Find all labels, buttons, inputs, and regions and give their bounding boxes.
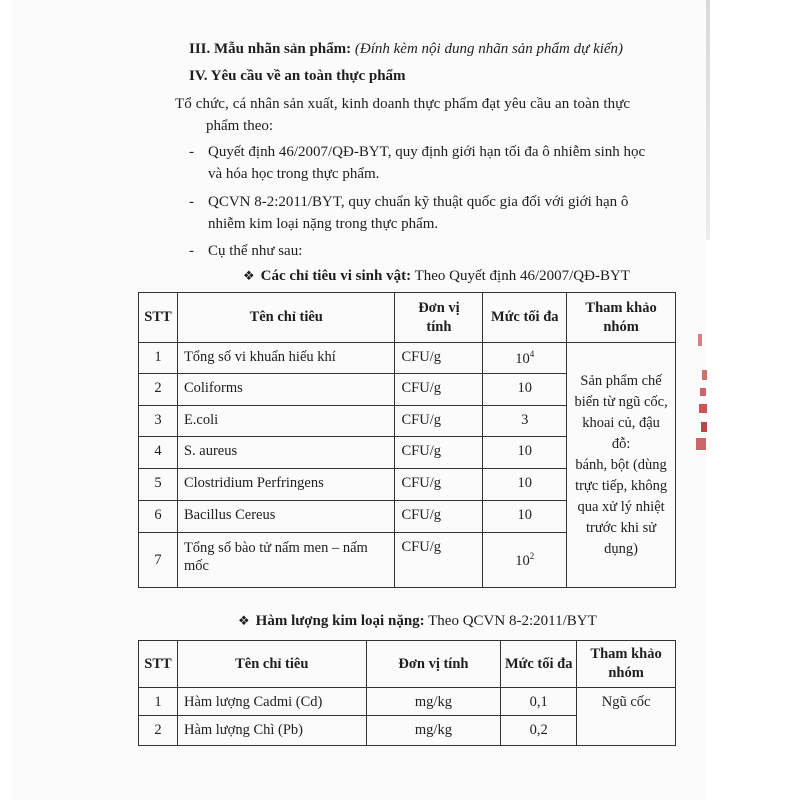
header-ref-l1: Tham khảo — [590, 646, 662, 662]
section-4-title: IV. Yêu cầu về an toàn thực phẩm — [189, 68, 406, 84]
table-row — [139, 343, 676, 374]
metal-heading-bold: Hàm lượng kim loại nặng: — [255, 613, 425, 629]
header-unit-l2: tính — [426, 318, 452, 335]
row-max: 0,1 — [501, 688, 577, 716]
row-max — [483, 343, 567, 374]
bullet-2-line-2: nhiễm kim loại nặng trong thực phẩm. — [208, 216, 439, 232]
diamond-bullet-icon: ❖ — [243, 268, 255, 283]
section-3-label: III. Mẫu nhãn sản phẩm: — [189, 41, 352, 57]
micro-heading-ref: Theo Quyết định 46/2007/QĐ-BYT — [414, 268, 630, 284]
row-unit: CFU/g — [395, 437, 483, 469]
row-name: Tổng số vi khuẩn hiếu khí — [177, 343, 395, 374]
bullet-2-line-1: QCVN 8-2:2011/BYT, quy chuẩn kỹ thuật quốc gia đối với giới hạn ô — [208, 194, 629, 210]
ref-line: trước khi sử — [586, 519, 657, 536]
table-row — [139, 688, 676, 716]
bullet-dash-2: - — [189, 194, 194, 210]
metal-heading-ref: Theo QCVN 8-2:2011/BYT — [428, 613, 597, 629]
header-unit-l1: Đơn vị — [418, 299, 460, 316]
metal-table — [138, 640, 676, 746]
max-base: 10 — [515, 350, 530, 367]
row-name: Hàm lượng Cadmi (Cd) — [177, 688, 366, 716]
row-unit: mg/kg — [366, 716, 501, 746]
row-unit: CFU/g — [395, 406, 483, 437]
header-ref-l2: nhóm — [608, 665, 644, 681]
row-stt: 7 — [139, 533, 178, 588]
header-unit — [395, 293, 483, 343]
row-unit: CFU/g — [395, 533, 483, 588]
micro-heading-bold: Các chỉ tiêu vi sinh vật: — [260, 268, 412, 284]
ref-line: trực tiếp, không — [575, 477, 668, 494]
row-max: 3 — [483, 406, 567, 437]
row-name: Bacillus Cereus — [177, 501, 395, 533]
bullet-1-line-2: và hóa học trong thực phẩm. — [208, 166, 380, 182]
row-stt: 3 — [139, 406, 178, 437]
ref-line: bánh, bột (dùng — [575, 456, 667, 473]
row-max — [483, 533, 567, 588]
row-stt: 1 — [139, 343, 178, 374]
row-stt: 1 — [139, 688, 178, 716]
row-name: Hàm lượng Chì (Pb) — [177, 716, 366, 746]
bullet-1-line-1: Quyết định 46/2007/QĐ-BYT, quy định giới hạn tối đa ô nhiễm sinh học — [208, 144, 646, 160]
header-name: Tên chỉ tiêu — [177, 293, 395, 343]
max-base: 10 — [515, 552, 530, 569]
row-name-l1: Tổng số bào tử nấm men – nấm — [183, 540, 368, 556]
bullet-dash-1: - — [189, 144, 194, 160]
metal-ref-cell: Ngũ cốc — [577, 688, 676, 746]
ref-line: dụng) — [604, 540, 638, 557]
intro-line-1: Tổ chức, cá nhân sản xuất, kinh doanh thực phẩm đạt yêu cầu an toàn thực — [175, 96, 631, 112]
row-max: 10 — [483, 437, 567, 469]
header-stt: STT — [139, 641, 178, 688]
row-name: S. aureus — [177, 437, 395, 469]
metal-table-heading — [238, 613, 597, 630]
ref-line: qua xử lý nhiệt — [577, 498, 665, 515]
header-max: Mức tối đa — [483, 293, 567, 343]
row-stt: 5 — [139, 469, 178, 501]
row-unit: CFU/g — [395, 343, 483, 374]
row-max: 10 — [483, 501, 567, 533]
row-max: 0,2 — [501, 716, 577, 746]
micro-ref-cell — [567, 343, 676, 588]
micro-table-heading — [243, 268, 630, 285]
header-ref-l2: nhóm — [603, 318, 639, 335]
micro-header-row — [139, 293, 676, 343]
header-ref-l1: Tham khảo — [585, 299, 657, 316]
section-3-title — [189, 41, 623, 58]
row-max: 10 — [483, 469, 567, 501]
row-name: E.coli — [177, 406, 395, 437]
row-unit: CFU/g — [395, 501, 483, 533]
margin-stamp-mark — [690, 330, 716, 460]
header-ref — [577, 641, 676, 688]
section-3-note: (Đính kèm nội dung nhãn sản phẩm dự kiến) — [354, 41, 624, 57]
page-edge-shadow — [706, 0, 710, 240]
max-exponent: 2 — [529, 550, 535, 561]
row-name: Clostridium Perfringens — [177, 469, 395, 501]
bullet-3-text: Cụ thể như sau: — [208, 243, 303, 259]
row-name-l2: mốc — [183, 558, 209, 574]
ref-line: biến từ ngũ cốc, — [574, 393, 668, 410]
header-stt: STT — [139, 293, 178, 343]
header-max: Mức tối đa — [501, 641, 577, 688]
row-unit: mg/kg — [366, 688, 501, 716]
bullet-dash-3: - — [189, 243, 194, 259]
header-unit: Đơn vị tính — [366, 641, 501, 688]
header-ref — [567, 293, 676, 343]
row-unit: CFU/g — [395, 374, 483, 406]
row-name: Coliforms — [177, 374, 395, 406]
ref-line: khoai củ, đậu đỗ: — [582, 414, 660, 452]
header-name: Tên chỉ tiêu — [177, 641, 366, 688]
metal-header-row — [139, 641, 676, 688]
row-name — [177, 533, 395, 588]
row-unit: CFU/g — [395, 469, 483, 501]
row-stt: 4 — [139, 437, 178, 469]
row-stt: 6 — [139, 501, 178, 533]
intro-line-2: phẩm theo: — [206, 118, 274, 134]
ref-line: Sản phẩm chế — [580, 372, 662, 389]
row-stt: 2 — [139, 374, 178, 406]
max-exponent: 4 — [529, 349, 535, 359]
row-stt: 2 — [139, 716, 178, 746]
micro-table — [138, 292, 676, 588]
row-max: 10 — [483, 374, 567, 406]
diamond-bullet-icon: ❖ — [238, 613, 250, 628]
